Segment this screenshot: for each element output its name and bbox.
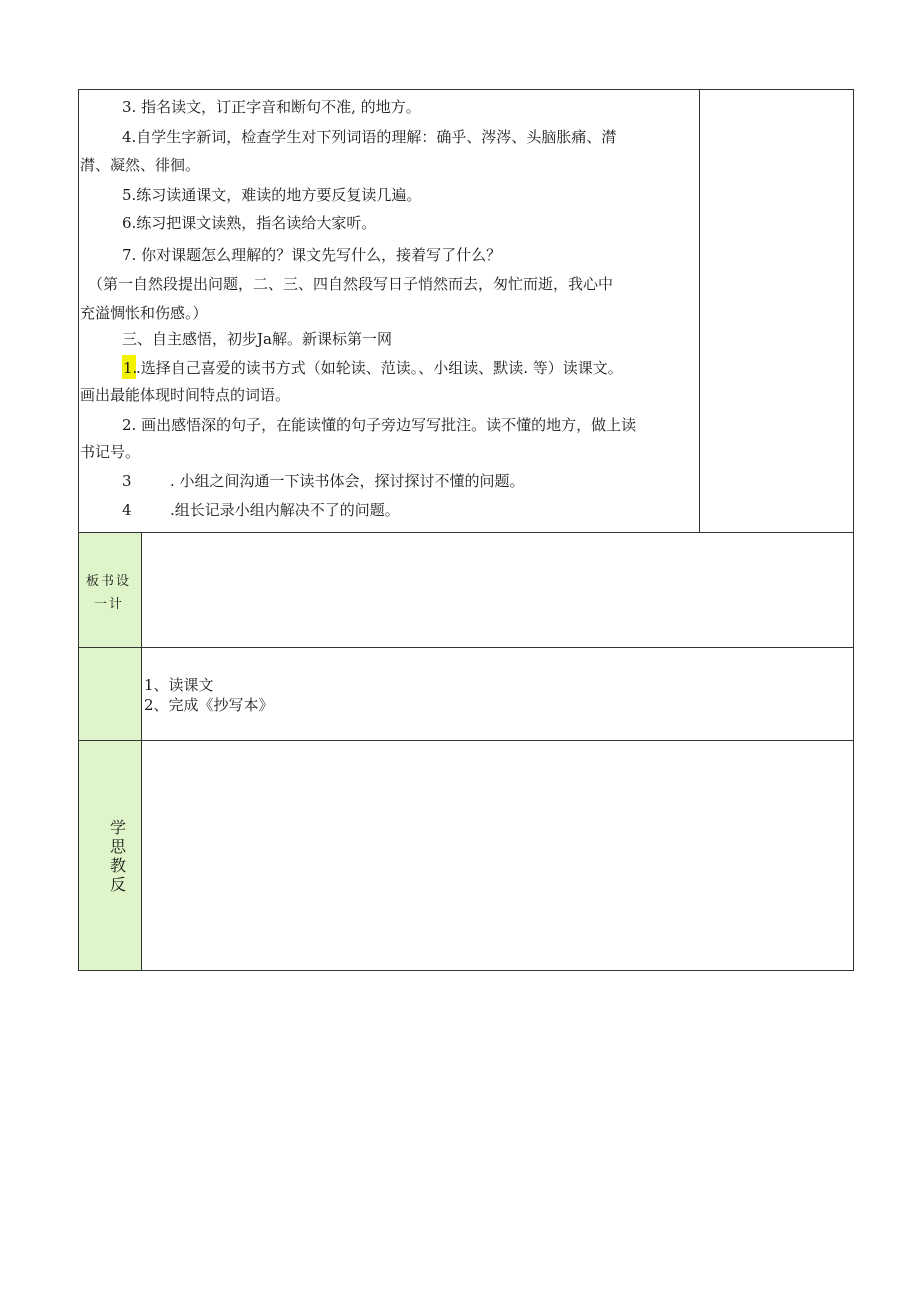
s3-item3-text: . 小组之间沟通一下读书体会，探讨探讨不懂的问题。 (170, 472, 525, 490)
board-design-label-line1: 板书设 (86, 574, 132, 589)
s3-item4-number: 4 (122, 501, 132, 519)
reflection-label-char-4: 反 (110, 875, 127, 894)
notes-cell (699, 89, 854, 533)
step-4-line2: 潸、凝然、徘徊。 (80, 156, 201, 174)
answer-line2: 充溢惆怅和伤感。） (80, 304, 208, 322)
board-design-content-cell (141, 532, 854, 648)
s3-item2-line2: 书记号。 (80, 443, 141, 461)
homework-label-cell (78, 647, 142, 741)
homework-item-1: 1、读课文 (144, 676, 214, 694)
board-design-label-line2: 一计 (94, 597, 125, 612)
s3-item2-line1: 2. 画出感悟深的句子，在能读懂的句子旁边写写批注。读不懂的地方，做上读 (122, 416, 637, 434)
step-5: 5.练习读通课文，难读的地方要反复读几遍。 (122, 186, 422, 204)
s3-item1-line2: 画出最能体现时间特点的词语。 (80, 386, 291, 404)
s3-item3-number: 3 (122, 472, 132, 490)
answer-line1: （第一自然段提出问题，二、三、四自然段写日子悄然而去，匆忙而逝，我心中 (88, 275, 614, 293)
s3-item4-text: .组长记录小组内解决不了的问题。 (170, 501, 400, 519)
reflection-label-char-3: 教 (110, 856, 127, 875)
step-6: 6.练习把课文读熟，指名读给大家听。 (122, 214, 377, 232)
reflection-label-char-1: 学 (110, 818, 127, 837)
s3-item1-line1: .选择自己喜爱的读书方式（如轮读、范读。、小组读、默读. 等）读课文。 (136, 359, 623, 377)
section-3-heading: 三、自主感悟，初步Ja解。新课标第一网 (122, 330, 392, 348)
step-7: 7. 你对课题怎么理解的？课文先写什么，接着写了什么？ (122, 246, 502, 264)
s3-item1-number: 1. (123, 359, 138, 377)
reflection-label (110, 818, 126, 894)
reflection-content-cell (141, 740, 854, 971)
step-4-line1: 4.自学生字新词，检查学生对下列词语的理解：确乎、涔涔、头脑胀痛、潸 (122, 128, 617, 146)
homework-item-2: 2、完成《抄写本》 (144, 696, 274, 714)
reflection-label-char-2: 思 (110, 837, 127, 856)
step-3: 3. 指名读文，订正字音和断句不准, 的地方。 (122, 98, 421, 116)
